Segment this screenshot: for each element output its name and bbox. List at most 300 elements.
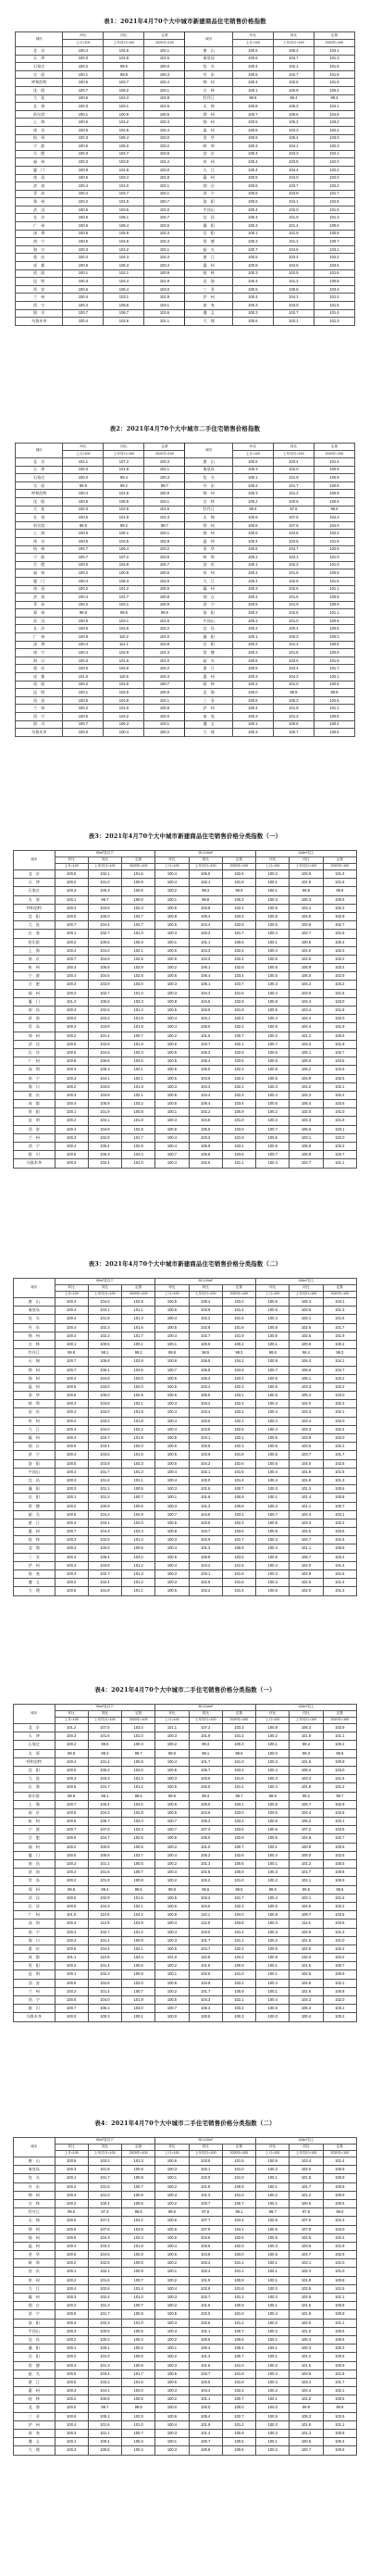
table-row bbox=[14, 972, 357, 981]
index-value-cell: 100.8 bbox=[122, 1877, 155, 1885]
table-title: 表3：2021年4月70个大中城市新建商品住宅销售价格分类指数（二） bbox=[88, 1260, 282, 1268]
index-value-cell: 103.0 bbox=[144, 166, 185, 174]
city-name-cell: 杭 州 bbox=[14, 1818, 56, 1826]
index-value-cell: 101.5 bbox=[222, 2157, 255, 2166]
index-value-cell: 102.6 bbox=[189, 2319, 222, 2327]
index-value-cell: 105.3 bbox=[88, 1066, 121, 1074]
table-row bbox=[16, 222, 355, 231]
index-value-cell: 100.6 bbox=[232, 545, 273, 554]
column-header-mom: 环比 bbox=[256, 1285, 290, 1292]
city-name-cell: 厦 门 bbox=[16, 577, 63, 585]
index-value-cell: 101.2 bbox=[222, 2420, 255, 2429]
index-value-cell: 100.1 bbox=[55, 2268, 88, 2276]
table-row bbox=[16, 713, 355, 721]
index-value-cell: 100.7 bbox=[122, 2430, 155, 2438]
city-name-cell: 遵 义 bbox=[14, 2438, 56, 2446]
index-value-cell: 100.0 bbox=[256, 2013, 290, 2021]
index-value-cell: 100.7 bbox=[63, 86, 104, 94]
index-value-cell: 103.1 bbox=[222, 1392, 255, 1400]
index-value-cell: 101.5 bbox=[222, 1315, 255, 1323]
index-value-cell: 99.4 bbox=[104, 474, 144, 482]
index-value-cell: 103.8 bbox=[88, 1459, 121, 1468]
index-value-cell: 100.3 bbox=[256, 981, 290, 989]
index-value-cell: 100.2 bbox=[155, 1860, 189, 1869]
city-name-cell: 重 庆 bbox=[16, 254, 63, 262]
index-value-cell: 102.6 bbox=[273, 79, 314, 87]
index-value-cell: 100.5 bbox=[63, 143, 104, 151]
table-row bbox=[16, 94, 355, 103]
index-value-cell: 100.8 bbox=[155, 1528, 189, 1536]
city-name-cell: 无 锡 bbox=[185, 103, 232, 111]
index-value-cell: 101.7 bbox=[290, 1869, 323, 1877]
table-row bbox=[16, 285, 355, 294]
index-value-cell: 100.9 bbox=[256, 1954, 290, 1962]
index-value-cell: 100.2 bbox=[55, 1032, 88, 1040]
table-row bbox=[14, 1108, 357, 1117]
index-value-cell: 100.4 bbox=[63, 294, 104, 302]
index-value-cell: 102.4 bbox=[222, 904, 255, 912]
index-value-cell: 100.1 bbox=[232, 720, 273, 729]
index-value-cell: 100.9 bbox=[104, 110, 144, 119]
index-value-cell: 100.7 bbox=[63, 720, 104, 729]
index-value-cell: 99.8 bbox=[55, 1349, 88, 1357]
city-name-cell: 大 连 bbox=[16, 94, 63, 103]
index-value-cell: 100.3 bbox=[155, 1732, 189, 1741]
city-name-cell: 海 口 bbox=[14, 1936, 56, 1945]
index-value-cell: 100.5 bbox=[155, 1091, 189, 1099]
index-value-cell: 104.2 bbox=[88, 1510, 121, 1519]
index-value-cell: 102.9 bbox=[222, 997, 255, 1006]
city-name-cell: 金 华 bbox=[14, 1392, 56, 1400]
city-name-cell: 南 京 bbox=[16, 126, 63, 134]
index-value-cell: 104.7 bbox=[104, 150, 144, 158]
table-row bbox=[14, 989, 357, 997]
index-value-cell: 104.1 bbox=[273, 143, 314, 151]
city-name-cell: 乌鲁木齐 bbox=[16, 318, 63, 326]
index-value-cell: 104.5 bbox=[88, 1048, 121, 1057]
index-value-cell: 100.3 bbox=[122, 2438, 155, 2446]
index-value-cell: 101.7 bbox=[88, 2310, 121, 2319]
index-value-cell: 100.4 bbox=[63, 490, 104, 498]
table-row bbox=[14, 1307, 357, 1315]
city-name-cell: 济 宁 bbox=[185, 601, 232, 609]
column-header-yoy: 同比 bbox=[88, 1711, 121, 1718]
index-value-cell: 102.8 bbox=[222, 921, 255, 930]
index-value-cell: 99.9 bbox=[155, 1749, 189, 1757]
index-value-cell: 100.1 bbox=[55, 895, 88, 904]
table-row bbox=[14, 1117, 357, 1125]
index-value-cell: 104.0 bbox=[88, 1996, 121, 2005]
index-value-cell: 106.7 bbox=[104, 309, 144, 318]
index-value-cell: 102.0 bbox=[122, 2387, 155, 2395]
index-value-cell: 103.3 bbox=[273, 150, 314, 158]
city-name-cell: 宁 波 bbox=[16, 554, 63, 562]
index-value-cell: 103.3 bbox=[189, 930, 222, 938]
index-value-cell: 102.2 bbox=[323, 1382, 356, 1391]
index-value-cell: 100.3 bbox=[232, 238, 273, 246]
index-value-cell: 100.5 bbox=[155, 2370, 189, 2378]
table-header bbox=[14, 1279, 357, 1298]
index-value-cell: 100.0 bbox=[55, 2013, 88, 2021]
index-value-cell: 100.3 bbox=[232, 617, 273, 625]
table-row bbox=[16, 681, 355, 689]
index-value-cell: 104.4 bbox=[290, 1023, 323, 1032]
index-value-cell: 104.5 bbox=[189, 1117, 222, 1125]
index-value-cell: 100.8 bbox=[155, 912, 189, 920]
index-value-cell: 97.5 bbox=[273, 506, 314, 514]
index-value-cell: 102.9 bbox=[323, 2251, 356, 2259]
table-row bbox=[14, 2420, 357, 2429]
table-row bbox=[14, 1100, 357, 1108]
index-value-cell: 107.2 bbox=[104, 458, 144, 467]
index-value-cell: 100.4 bbox=[256, 989, 290, 997]
index-value-cell: 101.5 bbox=[323, 2284, 356, 2293]
index-value-cell: 100.8 bbox=[232, 103, 273, 111]
index-value-cell: 104.9 bbox=[88, 955, 121, 963]
table-row bbox=[16, 458, 355, 467]
index-value-cell: 100.3 bbox=[55, 1023, 88, 1032]
index-value-cell: 100.2 bbox=[63, 63, 104, 71]
index-value-cell: 101.3 bbox=[88, 2302, 121, 2310]
index-value-cell: 100.2 bbox=[222, 1340, 255, 1348]
index-value-cell: 101.0 bbox=[63, 673, 104, 682]
index-value-cell: 103.1 bbox=[222, 1800, 255, 1808]
index-value-cell: 100.4 bbox=[256, 2310, 290, 2319]
index-value-cell: 101.1 bbox=[222, 2259, 255, 2268]
index-value-cell: 104.5 bbox=[290, 1902, 323, 1910]
city-name-cell: 秦皇岛 bbox=[14, 2166, 56, 2174]
city-name-cell: 长 沙 bbox=[14, 1048, 56, 1057]
index-value-cell: 100.6 bbox=[63, 537, 104, 545]
index-value-cell: 100.4 bbox=[55, 1869, 88, 1877]
index-value-cell: 101.1 bbox=[63, 458, 104, 467]
index-value-cell: 100.4 bbox=[314, 720, 354, 729]
column-header-fixed-base: 定基 bbox=[144, 32, 185, 40]
index-value-cell: 103.2 bbox=[323, 1374, 356, 1382]
index-value-cell: 101.8 bbox=[122, 1117, 155, 1125]
table-row bbox=[14, 1392, 357, 1400]
index-value-cell: 100.4 bbox=[256, 1766, 290, 1774]
city-name-cell: 常 德 bbox=[185, 238, 232, 246]
table-body bbox=[14, 870, 357, 1169]
index-value-cell: 101.9 bbox=[222, 1117, 255, 1125]
index-value-cell: 100.3 bbox=[256, 1536, 290, 1544]
index-value-cell: 100.7 bbox=[155, 1510, 189, 1519]
index-value-cell: 100.7 bbox=[256, 1040, 290, 1048]
index-value-cell: 100.2 bbox=[256, 2166, 290, 2174]
table-row bbox=[14, 930, 357, 938]
index-value-cell: 100.5 bbox=[256, 1434, 290, 1443]
index-value-cell: 104.8 bbox=[314, 110, 354, 119]
index-value-cell: 102.2 bbox=[222, 1015, 255, 1023]
index-value-cell: 100.5 bbox=[155, 2378, 189, 2386]
index-value-cell: 100.3 bbox=[155, 1936, 189, 1945]
index-value-cell: 100.7 bbox=[122, 2276, 155, 2284]
index-value-cell: 100.2 bbox=[256, 2387, 290, 2395]
city-name-cell: 锦 州 bbox=[185, 490, 232, 498]
index-value-cell: 100.3 bbox=[273, 633, 314, 642]
index-value-cell: 102.9 bbox=[323, 912, 356, 920]
table-row bbox=[14, 1485, 357, 1494]
table-row bbox=[14, 2319, 357, 2327]
city-name-cell: 唐 山 bbox=[185, 47, 232, 56]
index-value-cell: 103.8 bbox=[88, 1023, 121, 1032]
index-value-cell: 100.3 bbox=[155, 1570, 189, 1579]
column-header-mom: 环比 bbox=[155, 1285, 189, 1292]
index-value-cell: 100.5 bbox=[144, 585, 185, 594]
index-value-cell: 100.3 bbox=[55, 1015, 88, 1023]
index-value-cell: 100.5 bbox=[122, 1485, 155, 1494]
index-value-cell: 100.4 bbox=[155, 1476, 189, 1484]
column-subheader-mom: 上月=100 bbox=[256, 2151, 290, 2157]
index-value-cell: 103.7 bbox=[189, 2370, 222, 2378]
index-value-cell: 100.3 bbox=[55, 1561, 88, 1569]
index-value-cell: 100.6 bbox=[232, 514, 273, 522]
table-row bbox=[16, 545, 355, 554]
index-value-cell: 106.7 bbox=[290, 1553, 323, 1561]
table-row bbox=[14, 1561, 357, 1569]
table-row bbox=[14, 2294, 357, 2302]
index-value-cell: 104.0 bbox=[273, 174, 314, 182]
city-name-cell: 福 州 bbox=[14, 989, 56, 997]
index-value-cell: 104.3 bbox=[323, 2217, 356, 2225]
table-row bbox=[14, 2199, 357, 2207]
index-value-cell: 101.4 bbox=[222, 1307, 255, 1315]
city-name-cell: 牡丹江 bbox=[185, 506, 232, 514]
column-subheader-yoy: 上年同月=100 bbox=[189, 1292, 222, 1298]
index-value-cell: 102.3 bbox=[88, 1323, 121, 1332]
table-body bbox=[14, 1724, 357, 2022]
index-value-cell: 101.6 bbox=[88, 1732, 121, 1741]
index-value-cell: 100.5 bbox=[63, 174, 104, 182]
index-value-cell: 100.5 bbox=[314, 625, 354, 633]
index-value-cell: 99.5 bbox=[122, 1885, 155, 1894]
index-value-cell: 103.0 bbox=[323, 1766, 356, 1774]
index-value-cell: 102.6 bbox=[88, 1007, 121, 1015]
index-value-cell: 103.7 bbox=[290, 1451, 323, 1459]
index-value-cell: 100.5 bbox=[155, 1979, 189, 1987]
index-value-cell: 100.5 bbox=[122, 2353, 155, 2361]
city-name-cell: 太 原 bbox=[16, 481, 63, 490]
table-row bbox=[16, 63, 355, 71]
index-value-cell: 100.8 bbox=[122, 1108, 155, 1117]
index-value-cell: 100.4 bbox=[63, 641, 104, 649]
index-value-cell: 107.5 bbox=[88, 1724, 121, 1732]
index-value-cell: 101.3 bbox=[314, 318, 354, 326]
column-subheader-yoy: 上年同月=100 bbox=[290, 1718, 323, 1724]
table-row bbox=[14, 1954, 357, 1962]
index-value-cell: 102.8 bbox=[122, 1298, 155, 1307]
index-value-cell: 101.6 bbox=[290, 1987, 323, 1995]
index-value-cell: 104.0 bbox=[290, 1459, 323, 1468]
city-name-cell: 郑 州 bbox=[14, 1885, 56, 1894]
index-value-cell: 101.3 bbox=[314, 214, 354, 222]
index-value-cell: 101.6 bbox=[290, 1936, 323, 1945]
index-value-cell: 100.6 bbox=[155, 972, 189, 981]
index-value-cell: 103.1 bbox=[323, 1125, 356, 1133]
index-value-cell: 103.0 bbox=[122, 1374, 155, 1382]
index-value-cell: 99.8 bbox=[232, 94, 273, 103]
table-row bbox=[14, 1843, 357, 1851]
index-value-cell: 100.9 bbox=[222, 1108, 255, 1117]
index-value-cell: 106.3 bbox=[273, 103, 314, 111]
city-name-cell: 北 京 bbox=[16, 458, 63, 467]
index-value-cell: 100.4 bbox=[273, 625, 314, 633]
column-header-fixed-base: 定基 bbox=[144, 444, 185, 451]
table-row bbox=[14, 1374, 357, 1382]
table-row bbox=[16, 86, 355, 94]
index-value-cell: 102.4 bbox=[222, 1400, 255, 1408]
price-index-table bbox=[13, 850, 357, 1169]
index-value-cell: 102.0 bbox=[144, 713, 185, 721]
index-value-cell: 100.4 bbox=[256, 2370, 290, 2378]
index-value-cell: 101.8 bbox=[273, 705, 314, 713]
index-value-cell: 101.5 bbox=[323, 1315, 356, 1323]
index-value-cell: 100.3 bbox=[144, 474, 185, 482]
index-value-cell: 100.3 bbox=[232, 302, 273, 310]
index-value-cell: 100.5 bbox=[256, 1945, 290, 1953]
city-name-cell: 呼和浩特 bbox=[14, 1757, 56, 1766]
index-value-cell: 100.1 bbox=[256, 1962, 290, 1970]
index-value-cell: 101.0 bbox=[122, 2294, 155, 2302]
index-value-cell: 100.1 bbox=[256, 1987, 290, 1995]
table-header bbox=[16, 444, 355, 458]
table-row bbox=[14, 2378, 357, 2386]
index-value-cell: 102.2 bbox=[222, 1408, 255, 1417]
index-value-cell: 103.6 bbox=[222, 1151, 255, 1159]
index-value-cell: 100.6 bbox=[232, 182, 273, 191]
city-name-cell: 丹 东 bbox=[14, 2182, 56, 2191]
index-value-cell: 97.3 bbox=[88, 2208, 121, 2217]
index-value-cell: 103.9 bbox=[122, 1919, 155, 1928]
city-name-cell: 沈 阳 bbox=[14, 912, 56, 920]
index-value-cell: 103.1 bbox=[314, 47, 354, 56]
index-value-cell: 103.3 bbox=[290, 1382, 323, 1391]
city-name-cell: 韶 关 bbox=[185, 245, 232, 254]
index-value-cell: 100.5 bbox=[63, 617, 104, 625]
index-value-cell: 100.2 bbox=[323, 1741, 356, 1749]
index-value-cell: 102.3 bbox=[122, 1459, 155, 1468]
city-name-cell: 韶 关 bbox=[185, 657, 232, 665]
index-value-cell: 99.7 bbox=[323, 1792, 356, 1800]
index-value-cell: 101.1 bbox=[222, 1159, 255, 1168]
index-value-cell: 103.8 bbox=[323, 1911, 356, 1919]
index-value-cell: 101.5 bbox=[323, 930, 356, 938]
index-value-cell: 100.3 bbox=[63, 150, 104, 158]
table-row bbox=[16, 214, 355, 222]
table-row bbox=[14, 1340, 357, 1348]
index-value-cell: 100.3 bbox=[63, 278, 104, 286]
index-value-cell: 102.5 bbox=[88, 1536, 121, 1544]
index-value-cell: 102.2 bbox=[323, 955, 356, 963]
table-row bbox=[16, 530, 355, 538]
index-value-cell: 99.9 bbox=[55, 1749, 88, 1757]
city-name-cell: 赣 州 bbox=[14, 2294, 56, 2302]
index-value-cell: 103.4 bbox=[323, 1553, 356, 1561]
city-name-cell: 桂 林 bbox=[185, 269, 232, 278]
city-name-cell: 济 宁 bbox=[14, 1451, 56, 1459]
index-value-cell: 102.8 bbox=[122, 1808, 155, 1817]
index-value-cell: 100.5 bbox=[256, 1519, 290, 1527]
index-value-cell: 104.3 bbox=[144, 673, 185, 682]
column-header-fixed-base: 定基 bbox=[323, 1711, 356, 1718]
index-value-cell: 106.0 bbox=[189, 1800, 222, 1808]
index-value-cell: 102.9 bbox=[104, 649, 144, 657]
city-name-cell: 常 德 bbox=[14, 2361, 56, 2370]
city-name-cell: 赣 州 bbox=[185, 174, 232, 182]
table-title: 表4：2021年4月70个大中城市二手住宅销售价格分类指数（一） bbox=[94, 1686, 276, 1694]
index-value-cell: 100.6 bbox=[55, 1945, 88, 1953]
index-value-cell: 103.2 bbox=[144, 545, 185, 554]
index-value-cell: 102.2 bbox=[122, 1425, 155, 1433]
index-value-cell: 100.3 bbox=[222, 895, 255, 904]
index-value-cell: 100.2 bbox=[63, 474, 104, 482]
index-value-cell: 99.8 bbox=[155, 1349, 189, 1357]
index-value-cell: 103.3 bbox=[88, 2242, 121, 2250]
index-value-cell: 99.7 bbox=[88, 895, 121, 904]
index-value-cell: 100.6 bbox=[323, 2199, 356, 2207]
index-value-cell: 102.1 bbox=[189, 2166, 222, 2174]
index-value-cell: 107.9 bbox=[189, 2225, 222, 2233]
index-value-cell: 99.2 bbox=[122, 1349, 155, 1357]
index-value-cell: 100.5 bbox=[232, 190, 273, 198]
city-name-cell: 沈 阳 bbox=[16, 86, 63, 94]
city-name-cell: 石家庄 bbox=[14, 1741, 56, 1749]
city-name-cell: 天 津 bbox=[14, 879, 56, 887]
city-name-cell: 南 昌 bbox=[16, 585, 63, 594]
index-value-cell: 101.5 bbox=[222, 989, 255, 997]
city-name-cell: 北 京 bbox=[14, 870, 56, 879]
index-value-cell: 100.4 bbox=[55, 1408, 88, 1417]
index-value-cell: 107.8 bbox=[273, 521, 314, 530]
index-value-cell: 101.1 bbox=[323, 2420, 356, 2429]
index-value-cell: 101.1 bbox=[122, 1587, 155, 1595]
index-value-cell: 100.1 bbox=[155, 895, 189, 904]
index-value-cell: 100.3 bbox=[63, 657, 104, 665]
index-value-cell: 100.4 bbox=[155, 1023, 189, 1032]
index-value-cell: 101.1 bbox=[314, 705, 354, 713]
table-row bbox=[16, 103, 355, 111]
index-value-cell: 100.4 bbox=[63, 182, 104, 191]
index-value-cell: 100.5 bbox=[256, 2225, 290, 2233]
index-value-cell: 101.1 bbox=[144, 318, 185, 326]
city-name-cell: 哈尔滨 bbox=[16, 521, 63, 530]
index-value-cell: 107.8 bbox=[290, 2225, 323, 2233]
index-value-cell: 100.2 bbox=[256, 2294, 290, 2302]
index-value-cell: 101.6 bbox=[122, 870, 155, 879]
index-value-cell: 100.3 bbox=[155, 2191, 189, 2199]
index-value-cell: 100.3 bbox=[256, 1570, 290, 1579]
index-value-cell: 103.1 bbox=[290, 1133, 323, 1142]
index-value-cell: 104.5 bbox=[290, 2233, 323, 2242]
index-value-cell: 103.8 bbox=[273, 190, 314, 198]
table-row bbox=[14, 1724, 357, 1732]
table-row bbox=[14, 1459, 357, 1468]
index-value-cell: 101.9 bbox=[189, 2276, 222, 2284]
table-row bbox=[14, 1553, 357, 1561]
index-value-cell: 102.0 bbox=[273, 206, 314, 214]
table-row bbox=[14, 1143, 357, 1151]
index-value-cell: 100.5 bbox=[256, 1007, 290, 1015]
index-value-cell: 102.1 bbox=[222, 1417, 255, 1425]
index-value-cell: 100.4 bbox=[155, 1544, 189, 1553]
index-value-cell: 100.8 bbox=[314, 481, 354, 490]
index-value-cell: 104.4 bbox=[189, 921, 222, 930]
index-value-cell: 105.2 bbox=[189, 1048, 222, 1057]
index-value-cell: 99.1 bbox=[88, 1792, 121, 1800]
index-value-cell: 100.5 bbox=[256, 1074, 290, 1082]
city-name-cell: 郑 州 bbox=[16, 609, 63, 618]
